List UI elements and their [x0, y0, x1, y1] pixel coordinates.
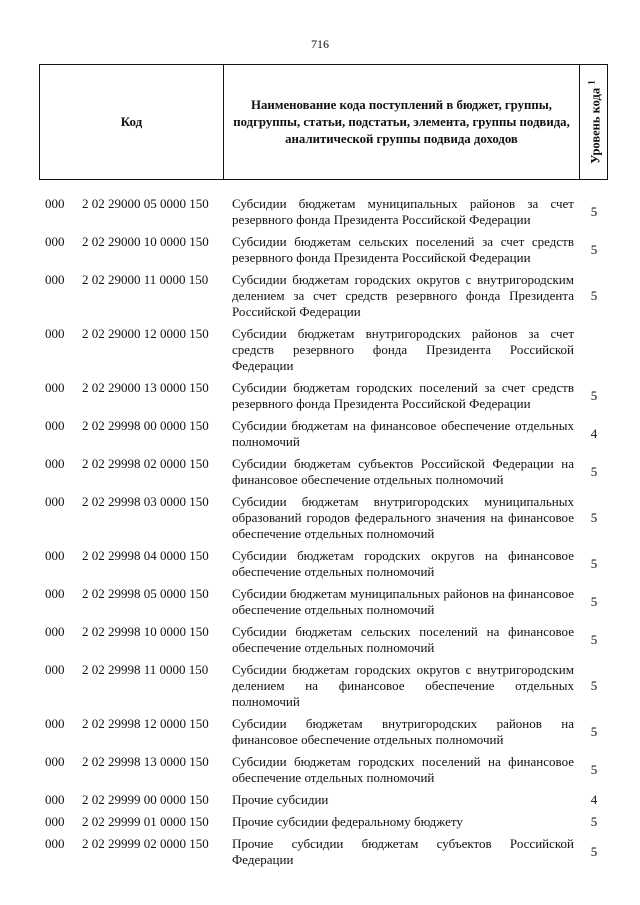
row-code: 2 02 29998 03 0000 150	[82, 494, 209, 509]
row-name: Субсидии бюджетам на финансовое обеспечение отдельных полномочий	[232, 418, 574, 449]
row-name: Субсидии бюджетам сельских поселений за счет средств резервного фонда Президента Российской Федерации	[232, 234, 574, 265]
row-code: 2 02 29000 05 0000 150	[82, 196, 209, 211]
row-code: 2 02 29998 10 0000 150	[82, 624, 209, 639]
row-prefix: 000	[45, 234, 65, 249]
header-level-label	[586, 80, 603, 163]
row-prefix: 000	[45, 754, 65, 769]
row-code: 2 02 29000 10 0000 150	[82, 234, 209, 249]
row-prefix: 000	[45, 716, 65, 731]
row-level: 5	[590, 204, 598, 219]
row-name: Субсидии бюджетам внутригородских районов на финансовое обеспечение отдельных полномочий	[232, 716, 574, 747]
row-name: Прочие субсидии бюджетам субъектов Российской Федерации	[232, 836, 574, 867]
header-name: Наименование кода поступлений в бюджет, группы, подгруппы, статьи, подстатьи, элемента, группы подвида, аналитической группы подвида доходов	[224, 65, 580, 179]
row-name: Субсидии бюджетам городских поселений на финансовое обеспечение отдельных полномочий	[232, 754, 574, 785]
row-prefix: 000	[45, 814, 65, 829]
row-code: 2 02 29998 05 0000 150	[82, 586, 209, 601]
table-row	[39, 418, 608, 450]
row-prefix: 000	[45, 494, 65, 509]
row-level: 5	[590, 288, 598, 303]
table-header	[39, 64, 608, 180]
row-name: Прочие субсидии	[232, 792, 329, 807]
page-number: 716	[311, 37, 329, 51]
row-name: Субсидии бюджетам муниципальных районов на финансовое обеспечение отдельных полномочий	[232, 586, 574, 617]
row-code: 2 02 29000 13 0000 150	[82, 380, 209, 395]
row-level: 5	[590, 724, 598, 739]
row-code: 2 02 29999 02 0000 150	[82, 836, 209, 851]
row-name: Субсидии бюджетам городских округов с внутригородским делением на финансовое обеспечение отдельных полномочий	[232, 662, 574, 709]
row-level: 5	[590, 762, 598, 777]
row-name: Субсидии бюджетам муниципальных районов за счет резервного фонда Президента Российской Федерации	[232, 196, 574, 227]
row-name: Субсидии бюджетам субъектов Российской Федерации на финансовое обеспечение отдельных полномочий	[232, 456, 574, 487]
table-row	[39, 234, 608, 266]
row-code: 2 02 29998 13 0000 150	[82, 754, 209, 769]
row-code: 2 02 29998 11 0000 150	[82, 662, 209, 677]
table-row	[39, 456, 608, 488]
row-prefix: 000	[45, 196, 65, 211]
table-row	[39, 662, 608, 710]
row-level: 5	[590, 464, 598, 479]
row-name: Субсидии бюджетам сельских поселений на финансовое обеспечение отдельных полномочий	[232, 624, 574, 655]
row-level: 5	[590, 242, 598, 257]
table-row	[39, 272, 608, 320]
header-level	[580, 65, 609, 179]
header-level-text: Уровень кода	[588, 87, 603, 164]
table-row	[39, 548, 608, 580]
table-row	[39, 792, 608, 808]
row-name: Субсидии бюджетам городских округов на финансовое обеспечение отдельных полномочий	[232, 548, 574, 579]
row-name: Прочие субсидии федеральному бюджету	[232, 814, 463, 829]
row-name: Субсидии бюджетам городских поселений за счет средств резервного фонда Президента Российской Федерации	[232, 380, 574, 411]
table-row	[39, 814, 608, 830]
header-level-footnote: 1	[585, 80, 596, 85]
row-level: 5	[590, 678, 598, 693]
row-name: Субсидии бюджетам внутригородских муниципальных образований городов федерального значения на финансовое обеспечение отдельных полномочий	[232, 494, 574, 541]
header-code: Код	[40, 65, 224, 179]
table-row	[39, 380, 608, 412]
row-prefix: 000	[45, 548, 65, 563]
table-row	[39, 196, 608, 228]
table-row	[39, 716, 608, 748]
row-prefix: 000	[45, 272, 65, 287]
table-row	[39, 624, 608, 656]
row-code: 2 02 29998 00 0000 150	[82, 418, 209, 433]
table-body	[39, 196, 608, 874]
row-level: 5	[590, 594, 598, 609]
table-row	[39, 836, 608, 868]
row-name: Субсидии бюджетам городских округов с внутригородским делением за счет средств резервного фонда Президента Российской Федерации	[232, 272, 574, 319]
table-row	[39, 326, 608, 374]
table-row	[39, 494, 608, 542]
row-level: 5	[590, 844, 598, 859]
row-prefix: 000	[45, 836, 65, 851]
table-row	[39, 754, 608, 786]
row-prefix: 000	[45, 792, 65, 807]
table-row	[39, 586, 608, 618]
row-code: 2 02 29000 11 0000 150	[82, 272, 209, 287]
row-prefix: 000	[45, 662, 65, 677]
row-level: 5	[590, 556, 598, 571]
row-prefix: 000	[45, 586, 65, 601]
row-level: 4	[590, 792, 598, 807]
row-code: 2 02 29998 12 0000 150	[82, 716, 209, 731]
row-prefix: 000	[45, 456, 65, 471]
row-level: 5	[590, 510, 598, 525]
row-code: 2 02 29998 02 0000 150	[82, 456, 209, 471]
row-prefix: 000	[45, 418, 65, 433]
row-prefix: 000	[45, 624, 65, 639]
row-level: 5	[590, 814, 598, 829]
row-level: 5	[590, 632, 598, 647]
row-prefix: 000	[45, 326, 65, 341]
row-code: 2 02 29998 04 0000 150	[82, 548, 209, 563]
row-name: Субсидии бюджетам внутригородских районов за счет средств резервного фонда Президента Российской Федерации	[232, 326, 574, 373]
row-code: 2 02 29999 00 0000 150	[82, 792, 209, 807]
row-code: 2 02 29999 01 0000 150	[82, 814, 209, 829]
row-code: 2 02 29000 12 0000 150	[82, 326, 209, 341]
row-level: 4	[590, 426, 598, 441]
row-prefix: 000	[45, 380, 65, 395]
row-level: 5	[590, 388, 598, 403]
